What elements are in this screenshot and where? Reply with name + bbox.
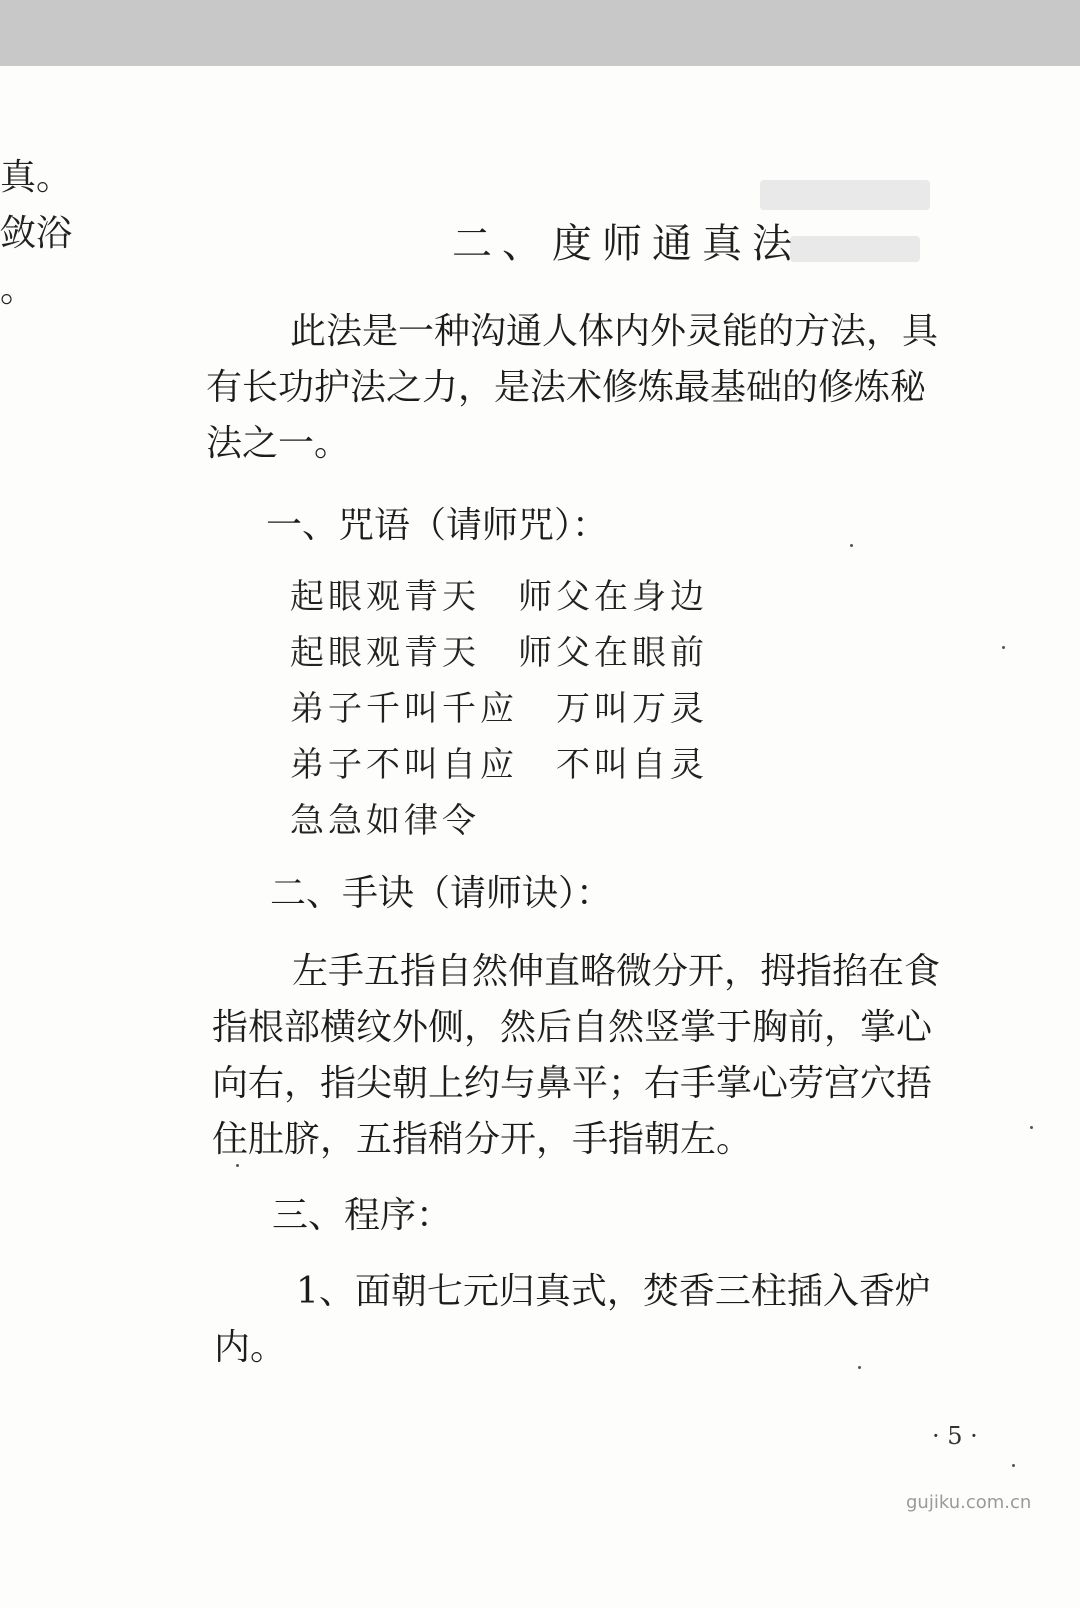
procedure-line-2: 内。 [214,1327,287,1368]
intro-line-1: 此法是一种沟通人体内外灵能的方法，具 [290,311,939,352]
scan-speck [1030,1126,1033,1129]
intro-line-2: 有长功护法之力，是法术修炼最基础的修炼秘 [206,367,927,408]
incantation-line-4: 弟子不叫自应 不叫自灵 [290,745,708,785]
scan-speck [858,1366,861,1369]
prev-page-spill-3: 。 [0,269,37,310]
incantation-line-5: 急急如律令 [290,801,480,841]
incantation-heading: 一、咒语（请师咒）： [266,505,609,546]
incantation-line-2: 起眼观青天 师父在眼前 [290,633,708,673]
procedure-line-1: 1、面朝七元归真式，焚香三柱插入香炉 [296,1271,931,1312]
prev-page-spill-2: 敛浴 [0,213,73,254]
scan-smudge [760,180,930,210]
prev-page-spill-1: 真。 [0,157,73,198]
hand-seal-line-1: 左手五指自然伸直略微分开，拇指掐在食 [292,951,941,992]
incantation-line-1: 起眼观青天 师父在身边 [290,577,708,617]
scan-speck [1002,646,1005,649]
hand-seal-line-2: 指根部横纹外侧，然后自然竖掌于胸前，掌心 [212,1007,933,1048]
scanned-page [0,66,1080,1608]
page-number: · 5 · [932,1422,978,1450]
scan-speck [236,1164,239,1167]
scan-speck [1012,1464,1015,1467]
incantation-line-3: 弟子千叫千应 万叫万灵 [290,689,708,729]
scan-smudge [790,236,920,262]
scan-speck [850,544,853,547]
hand-seal-heading: 二、手诀（请师诀）： [270,873,613,914]
procedure-heading: 三、程序： [272,1195,453,1236]
hand-seal-line-4: 住肚脐，五指稍分开，手指朝左。 [212,1119,753,1160]
watermark: gujiku.com.cn [906,1492,1032,1513]
viewer-top-bar [0,0,1080,66]
section-title: 二、度师通真法 [452,221,802,267]
intro-line-3: 法之一。 [206,423,351,464]
hand-seal-line-3: 向右，指尖朝上约与鼻平；右手掌心劳宫穴捂 [212,1063,933,1104]
